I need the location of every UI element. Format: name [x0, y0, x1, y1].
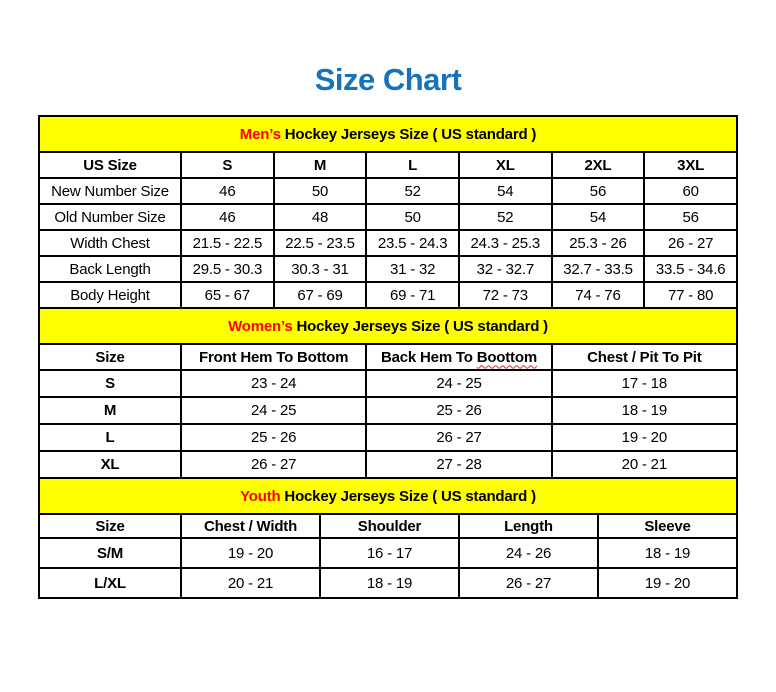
- table-row: [39, 538, 737, 568]
- value-cell: 26 - 27: [644, 230, 737, 256]
- value-cell: 24 - 25: [181, 397, 366, 424]
- value-cell: 18 - 19: [320, 568, 459, 598]
- column-header-cell: S: [181, 152, 274, 178]
- value-cell: 72 - 73: [459, 282, 552, 308]
- value-cell: 65 - 67: [181, 282, 274, 308]
- column-header-cell: Back Hem To Boottom: [366, 344, 551, 370]
- row-label-cell: XL: [39, 451, 181, 478]
- value-cell: 26 - 27: [366, 424, 551, 451]
- value-cell: 25 - 26: [366, 397, 551, 424]
- column-header-cell: Shoulder: [320, 514, 459, 538]
- column-header-cell: M: [274, 152, 367, 178]
- youth-size-table: [38, 477, 738, 599]
- value-cell: 16 - 17: [320, 538, 459, 568]
- table-row: [39, 397, 737, 424]
- page-title: Size Chart: [314, 62, 462, 97]
- value-cell: 60: [644, 178, 737, 204]
- value-cell: 24 - 26: [459, 538, 598, 568]
- table-row: [39, 178, 737, 204]
- womens-size-table: [38, 307, 738, 479]
- mens-column-header-row: [39, 152, 737, 178]
- column-header-cell: Length: [459, 514, 598, 538]
- value-cell: 56: [644, 204, 737, 230]
- value-cell: 69 - 71: [366, 282, 459, 308]
- row-label-cell: M: [39, 397, 181, 424]
- misspelled-word: Boottom: [476, 348, 537, 366]
- size-tables-container: [38, 115, 738, 599]
- column-header-cell: Size: [39, 514, 181, 538]
- banner-accent-text: Youth: [240, 487, 281, 505]
- column-header-cell: US Size: [39, 152, 181, 178]
- value-cell: 25 - 26: [181, 424, 366, 451]
- table-row: [39, 230, 737, 256]
- value-cell: 46: [181, 204, 274, 230]
- column-header-cell: L: [366, 152, 459, 178]
- womens-section-banner: [39, 308, 737, 344]
- row-label-cell: Body Height: [39, 282, 181, 308]
- value-cell: 26 - 27: [459, 568, 598, 598]
- column-header-cell: Chest / Pit To Pit: [552, 344, 737, 370]
- value-cell: 54: [459, 178, 552, 204]
- value-cell: 67 - 69: [274, 282, 367, 308]
- value-cell: 50: [274, 178, 367, 204]
- value-cell: 24 - 25: [366, 370, 551, 397]
- table-row: [39, 568, 737, 598]
- banner-rest-text: Hockey Jerseys Size ( US standard ): [292, 317, 548, 335]
- row-label-cell: Width Chest: [39, 230, 181, 256]
- value-cell: 29.5 - 30.3: [181, 256, 274, 282]
- value-cell: 19 - 20: [181, 538, 320, 568]
- value-cell: 19 - 20: [552, 424, 737, 451]
- column-header-cell: Sleeve: [598, 514, 737, 538]
- value-cell: 21.5 - 22.5: [181, 230, 274, 256]
- value-cell: 30.3 - 31: [274, 256, 367, 282]
- value-cell: 48: [274, 204, 367, 230]
- value-cell: 18 - 19: [552, 397, 737, 424]
- value-cell: 56: [552, 178, 645, 204]
- value-cell: 23.5 - 24.3: [366, 230, 459, 256]
- value-cell: 20 - 21: [552, 451, 737, 478]
- row-label-cell: L/XL: [39, 568, 181, 598]
- table-row: [39, 204, 737, 230]
- column-header-cell: 3XL: [644, 152, 737, 178]
- value-cell: 24.3 - 25.3: [459, 230, 552, 256]
- value-cell: 17 - 18: [552, 370, 737, 397]
- mens-size-table: [38, 115, 738, 309]
- mens-section-banner-row: [39, 116, 737, 152]
- value-cell: 25.3 - 26: [552, 230, 645, 256]
- value-cell: 52: [366, 178, 459, 204]
- mens-section-banner: [39, 116, 737, 152]
- banner-rest-text: Hockey Jerseys Size ( US standard ): [280, 125, 537, 143]
- table-row: [39, 282, 737, 308]
- table-row: [39, 370, 737, 397]
- banner-accent-text: Women’s: [228, 317, 293, 335]
- value-cell: 22.5 - 23.5: [274, 230, 367, 256]
- value-cell: 32.7 - 33.5: [552, 256, 645, 282]
- value-cell: 33.5 - 34.6: [644, 256, 737, 282]
- row-label-cell: Old Number Size: [39, 204, 181, 230]
- column-header-cell: XL: [459, 152, 552, 178]
- row-label-cell: S/M: [39, 538, 181, 568]
- value-cell: 31 - 32: [366, 256, 459, 282]
- row-label-cell: L: [39, 424, 181, 451]
- value-cell: 20 - 21: [181, 568, 320, 598]
- youth-section-banner: [39, 478, 737, 514]
- row-label-cell: S: [39, 370, 181, 397]
- value-cell: 74 - 76: [552, 282, 645, 308]
- value-cell: 54: [552, 204, 645, 230]
- column-header-cell: Chest / Width: [181, 514, 320, 538]
- table-row: [39, 256, 737, 282]
- youth-section-banner-row: [39, 478, 737, 514]
- value-cell: 50: [366, 204, 459, 230]
- column-header-cell: Size: [39, 344, 181, 370]
- value-cell: 46: [181, 178, 274, 204]
- womens-section-banner-row: [39, 308, 737, 344]
- value-cell: 27 - 28: [366, 451, 551, 478]
- column-header-cell: 2XL: [552, 152, 645, 178]
- value-cell: 52: [459, 204, 552, 230]
- table-row: [39, 424, 737, 451]
- womens-column-header-row: [39, 344, 737, 370]
- banner-rest-text: Hockey Jerseys Size ( US standard ): [280, 487, 536, 505]
- banner-accent-text: Men’s: [239, 125, 281, 143]
- value-cell: 23 - 24: [181, 370, 366, 397]
- table-row: [39, 451, 737, 478]
- column-header-cell: Front Hem To Bottom: [181, 344, 366, 370]
- row-label-cell: New Number Size: [39, 178, 181, 204]
- row-label-cell: Back Length: [39, 256, 181, 282]
- value-cell: 26 - 27: [181, 451, 366, 478]
- value-cell: 18 - 19: [598, 538, 737, 568]
- youth-column-header-row: [39, 514, 737, 538]
- value-cell: 19 - 20: [598, 568, 737, 598]
- value-cell: 77 - 80: [644, 282, 737, 308]
- value-cell: 32 - 32.7: [459, 256, 552, 282]
